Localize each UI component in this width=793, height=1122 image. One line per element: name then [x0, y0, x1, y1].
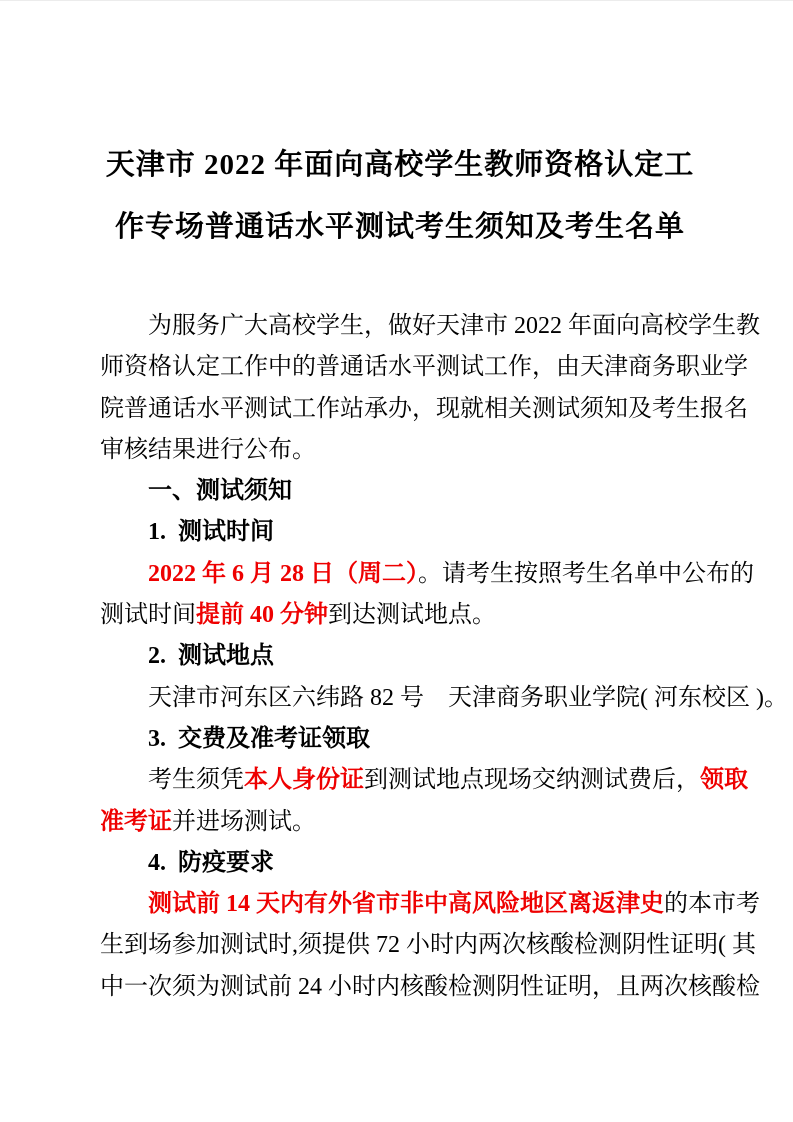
text-segment: 为服务广大高校学生，做好天津市 2022 年面向高校学生教	[148, 313, 760, 339]
document-content	[100, 1, 788, 1008]
text-line	[100, 843, 700, 884]
text-segment: 一、测试须知	[148, 478, 292, 505]
text-line	[100, 760, 748, 801]
text-segment: 本人身份证	[244, 767, 364, 794]
text-line	[100, 389, 748, 430]
text-segment: 2. 测试地点	[148, 643, 274, 670]
text-segment: 测试时间	[100, 602, 196, 629]
text-line	[100, 595, 700, 636]
text-line	[100, 430, 700, 471]
text-segment: 并进场测试。	[172, 808, 316, 835]
text-line	[100, 802, 700, 843]
text-segment: 测试前 14 天内有外省市非中高风险地区离返津史	[148, 891, 664, 918]
text-segment: 生到场参加测试时,须提供 72 小时内两次核酸检测阴性证明( 其	[100, 932, 756, 959]
text-segment: 到测试地点现场交纳测试费后，	[364, 767, 700, 794]
text-line	[100, 512, 700, 553]
text-segment: 考生须凭	[148, 767, 244, 794]
text-segment: 到达测试地点。	[328, 602, 496, 629]
text-segment: 审核结果进行公布。	[100, 436, 316, 463]
text-segment: 准考证	[100, 808, 172, 835]
text-segment: 的本市考	[664, 891, 760, 918]
document-title-line: 天津市 2022 年面向高校学生教师资格认定工	[105, 149, 695, 181]
text-line	[100, 678, 788, 719]
text-line	[100, 925, 756, 966]
text-line	[100, 306, 760, 347]
text-line	[100, 347, 748, 388]
text-line	[100, 471, 700, 512]
text-line	[100, 636, 700, 677]
text-segment: 天津市河东区六纬路 82 号 天津商务职业学院( 河东校区 )。	[148, 684, 788, 711]
text-segment: 师资格认定工作中的普通话水平测试工作，由天津商务职业学	[100, 354, 748, 381]
text-line	[100, 554, 754, 595]
text-segment: 3. 交费及准考证领取	[148, 725, 370, 752]
text-segment: 提前 40 分钟	[196, 602, 328, 629]
text-segment: 。请考生按照考生名单中公布的	[418, 560, 754, 587]
document-title-line: 作专场普通话水平测试考生须知及考生名单	[114, 211, 685, 243]
text-line	[100, 884, 760, 925]
text-line	[100, 719, 700, 760]
text-segment: 2022 年 6 月 28 日（周二）	[148, 560, 418, 587]
text-line	[100, 967, 760, 1008]
text-segment: 4. 防疫要求	[148, 849, 274, 876]
text-segment: 1. 测试时间	[148, 519, 274, 546]
document-body	[100, 306, 788, 1008]
text-segment: 中一次须为测试前 24 小时内核酸检测阴性证明，且两次核酸检	[100, 973, 760, 1000]
text-segment: 院普通话水平测试工作站承办，现就相关测试须知及考生报名	[100, 395, 748, 422]
document-title	[100, 134, 700, 258]
text-segment: 领取	[700, 767, 748, 794]
